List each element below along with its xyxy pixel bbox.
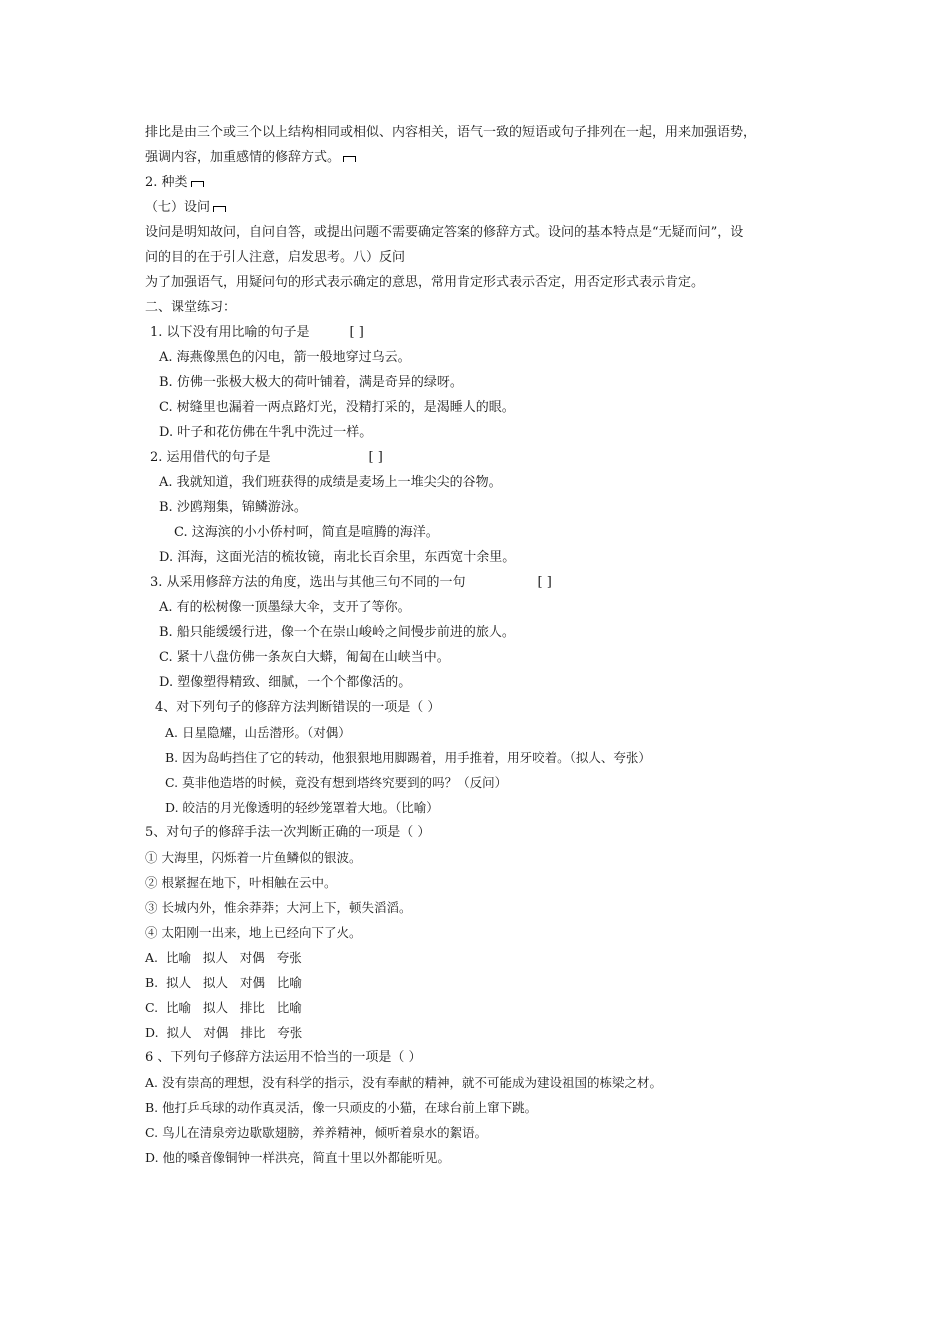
question-stem: 3. 从采用修辞方法的角度，选出与其他三句不同的一句 [ ] [150, 575, 552, 590]
question-stem: 1. 以下没有用比喻的句子是 [ ] [150, 325, 364, 340]
question-option: D. 他的嗓音像铜钟一样洪亮，简直十里以外都能听见。 [145, 1150, 451, 1165]
section-heading: 二、课堂练习： [145, 300, 237, 315]
question-option: B. 船只能缓缓行进，像一个在崇山峻岭之间慢步前进的旅人。 [159, 625, 515, 640]
rhetorical-question-heading: （七）设问 [145, 195, 815, 220]
question-sentence: ① 大海里，闪烁着一片鱼鳞似的银波。 [145, 850, 362, 865]
question-option: D. 叶子和花仿佛在牛乳中洗过一样。 [159, 425, 373, 440]
document-page [145, 120, 815, 1170]
definition-line: 为了加强语气，用疑问句的形式表示确定的意思，常用肯定形式表示否定，用否定形式表示肯定。 [145, 275, 705, 290]
paragraph-mark-icon [213, 206, 226, 212]
definition-line: 问的目的在于引人注意，启发思考。八）反问 [145, 250, 406, 265]
paragraph-mark-icon [191, 181, 204, 187]
paragraph-mark-icon [343, 156, 356, 162]
question-sentence: ④ 太阳刚一出来，地上已经向下了火。 [145, 925, 362, 940]
question-option: C. 这海滨的小小侨村呵，简直是喧腾的海洋。 [174, 525, 439, 540]
question-stem: 2. 运用借代的句子是 [ ] [150, 450, 383, 465]
question-stem: 4、对下列句子的修辞方法判断错误的一项是（ ） [155, 700, 441, 715]
intro-line: 排比是由三个或三个以上结构相同或相似、内容相关，语气一致的短语或句子排列在一起，用来加强语势， [145, 125, 757, 140]
question-option: A. 我就知道，我们班获得的成绩是麦场上一堆尖尖的谷物。 [159, 475, 502, 490]
question-option: C. 树缝里也漏着一两点路灯光，没精打采的，是渴睡人的眼。 [159, 400, 515, 415]
question-option: B. 拟人 拟人 对偶 比喻 [145, 975, 302, 990]
answer-bracket: [ ] [349, 325, 364, 340]
question-option: B. 他打乒乓球的动作真灵活，像一只顽皮的小猫，在球台前上窜下跳。 [145, 1100, 538, 1115]
question-option: A. 海燕像黑色的闪电，箭一般地穿过乌云。 [159, 350, 411, 365]
question-option: A. 比喻 拟人 对偶 夸张 [145, 950, 302, 965]
question-option: A. 有的松树像一顶墨绿大伞，支开了等你。 [159, 600, 411, 615]
question-stem: 6 、下列句子修辞方法运用不恰当的一项是（ ） [145, 1050, 422, 1065]
question-option: D. 皎洁的月光像透明的轻纱笼罩着大地。（比喻） [165, 800, 439, 815]
question-option: A. 日星隐耀，山岳潜形。（对偶） [165, 725, 351, 740]
question-option: C. 比喻 拟人 排比 比喻 [145, 1000, 302, 1015]
question-option: C. 鸟儿在清泉旁边歇歇翅膀，养养精神，倾听着泉水的絮语。 [145, 1125, 488, 1140]
question-option: D. 塑像塑得精致、细腻，一个个都像活的。 [159, 675, 412, 690]
question-option: A. 没有崇高的理想，没有科学的指示，没有奉献的精神，就不可能成为建设祖国的栋梁之材。 [145, 1075, 662, 1090]
types-heading: 2. 种类 [145, 170, 815, 195]
question-option: B. 因为岛屿挡住了它的转动，他狠狠地用脚踢着，用手推着，用牙咬着。（拟人、夸张） [165, 750, 651, 765]
question-option: C. 莫非他造塔的时候，竟没有想到塔终究要到的吗？（反问） [165, 775, 508, 790]
intro-line: 强调内容，加重感情的修辞方式。 [145, 145, 815, 170]
question-option: D. 拟人 对偶 排比 夸张 [145, 1025, 303, 1040]
answer-bracket: [ ] [537, 575, 552, 590]
question-option: B. 仿佛一张极大极大的荷叶铺着，满是奇异的绿呀。 [159, 375, 463, 390]
question-option: B. 沙鸥翔集，锦鳞游泳。 [159, 500, 307, 515]
answer-bracket: [ ] [368, 450, 383, 465]
question-option: D. 洱海，这面光洁的梳妆镜，南北长百余里，东西宽十余里。 [159, 550, 516, 565]
question-sentence: ② 根紧握在地下，叶相触在云中。 [145, 875, 337, 890]
question-stem: 5、对句子的修辞手法一次判断正确的一项是（ ） [145, 825, 431, 840]
question-option: C. 紧十八盘仿佛一条灰白大蟒，匍匐在山峡当中。 [159, 650, 450, 665]
definition-line: 设问是明知故问，自问自答，或提出问题不需要确定答案的修辞方式。设问的基本特点是“无疑而问”，设 [145, 225, 744, 240]
question-sentence: ③ 长城内外，惟余莽莽；大河上下，顿失滔滔。 [145, 900, 412, 915]
